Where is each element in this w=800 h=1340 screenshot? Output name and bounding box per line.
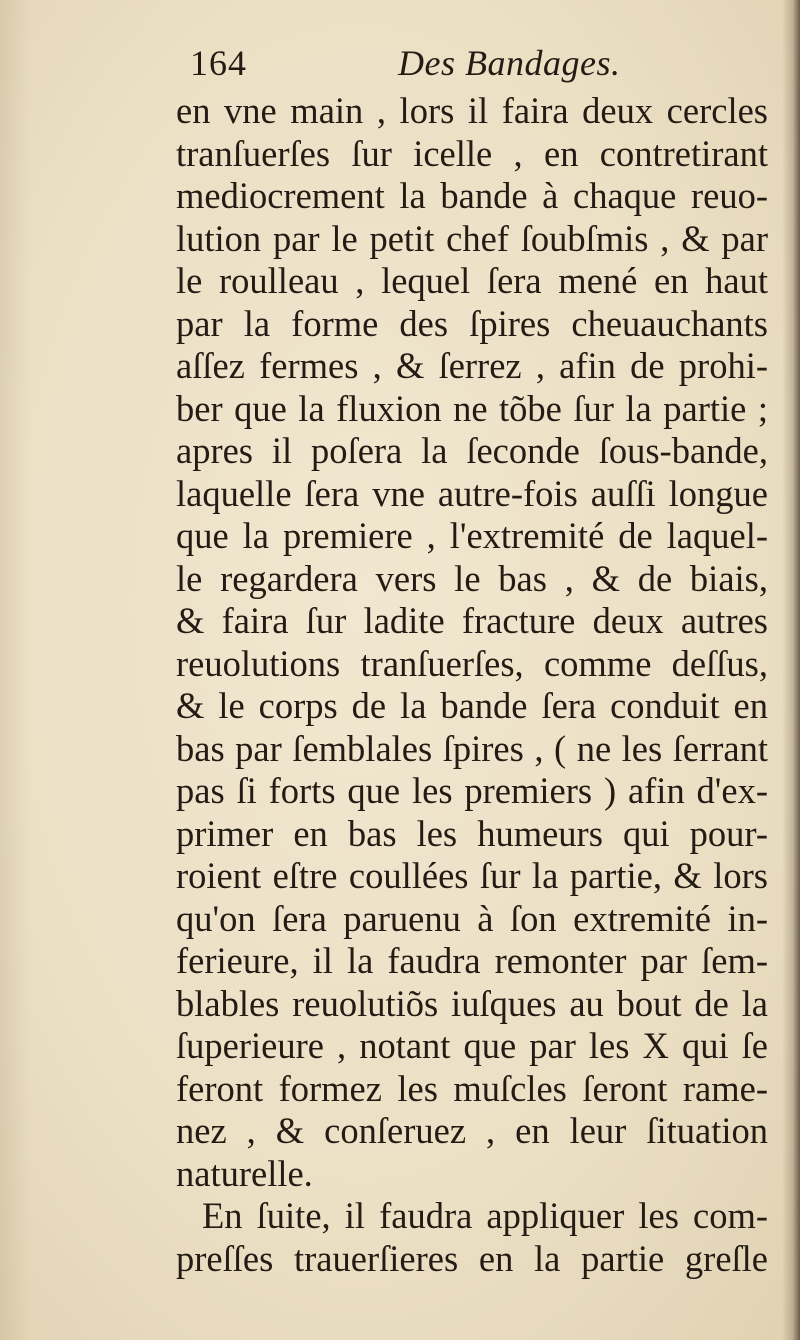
text-line: ferieure, il la faudra remonter par ſem- [176, 940, 768, 981]
text-line: qu'on ſera paruenu à ſon extremité in- [176, 897, 768, 939]
text-line: roient eſtre coullées ſur la partie, & lors [176, 855, 768, 896]
text-line: reuolutions tranſuerſes, comme deſſus, [176, 642, 768, 684]
running-title: Des Bandages. [398, 43, 621, 83]
text-line: En ſuite, il faudra appliquer les com- [202, 1195, 768, 1236]
text-body [176, 90, 776, 1280]
text-line: laquelle ſera vne autre-fois auſſi longue [176, 472, 768, 514]
text-line: tranſuerſes ſur icelle , en contretirant [176, 132, 768, 174]
text-line: apres il poſera la ſeconde ſous-bande, [176, 430, 768, 471]
text-line: lution par le petit chef ſoubſmis , & par [176, 217, 768, 259]
text-line: feront formez les muſcles ſeront rame- [176, 1067, 768, 1109]
text-line: & le corps de la bande ſera conduit en [176, 685, 768, 726]
text-line: que la premiere , l'extremité de laquel- [176, 515, 768, 556]
text-line: nez , & conſeruez , en leur ſituation [176, 1110, 768, 1151]
text-line: bas par ſemblales ſpires , ( ne les ſerrant [176, 727, 768, 769]
text-line: naturelle. [176, 1152, 313, 1194]
text-line: le roulleau , lequel ſera mené en haut [176, 260, 768, 301]
text-line: preſſes trauerſieres en la partie greſle [176, 1237, 768, 1279]
text-line: blables reuolutiõs iuſques au bout de la [176, 982, 768, 1024]
text-line: ber que la fluxion ne tõbe ſur la partie ; [176, 387, 768, 429]
text-line: ſuperieure , notant que par les X qui ſe [176, 1025, 768, 1066]
text-line: le regardera vers le bas , & de biais, [176, 557, 768, 599]
page-header [190, 42, 650, 92]
page-right-shadow [782, 0, 800, 1340]
page-number: 164 [190, 43, 247, 83]
text-line: par la forme des ſpires cheuauchants [176, 302, 768, 344]
page-left-shadow [0, 0, 30, 1340]
text-line: pas ſi forts que les premiers ) afin d'ex- [176, 770, 768, 811]
text-line: en vne main , lors il faira deux cercles [176, 90, 768, 131]
text-line: primer en bas les humeurs qui pour- [176, 812, 768, 854]
text-line: mediocrement la bande à chaque reuo- [176, 175, 768, 216]
text-line: & faira ſur ladite fracture deux autres [176, 600, 768, 641]
text-line: aſſez fermes , & ſerrez , afin de prohi- [176, 345, 768, 386]
